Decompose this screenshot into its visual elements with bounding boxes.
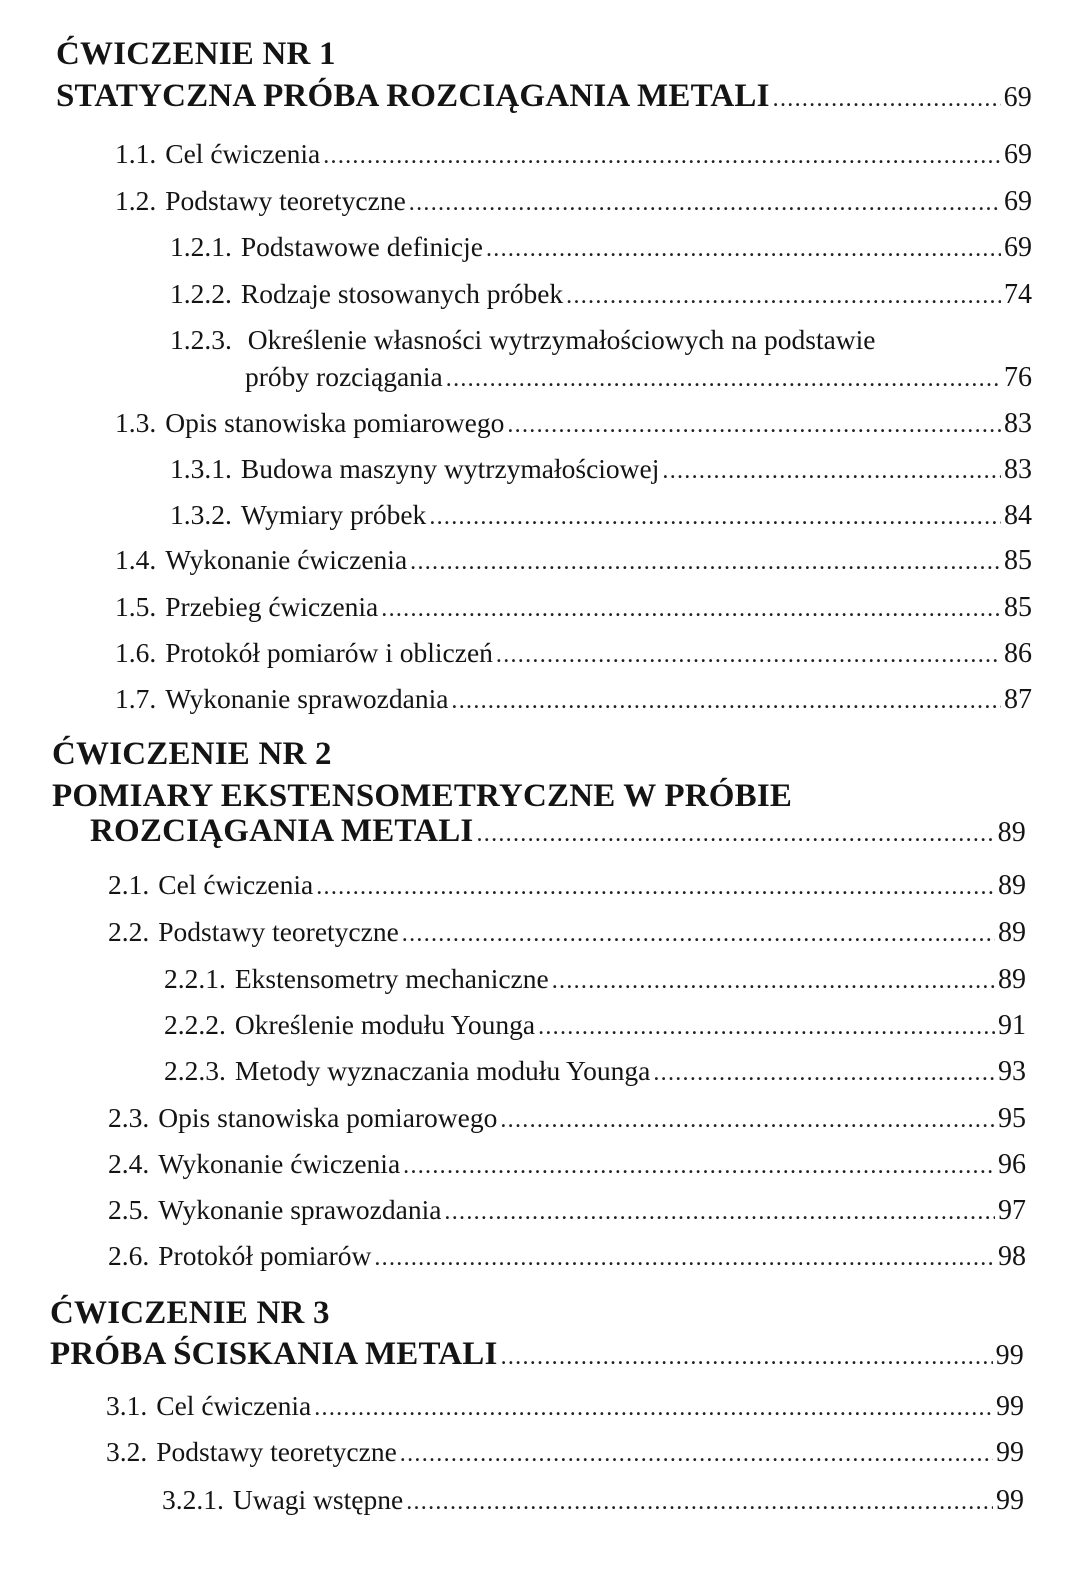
section-number: 1.2.3. [170,324,232,355]
dot-leader [400,1442,993,1466]
section-title: Podstawy teoretyczne [165,185,406,216]
section-number: 2.4. [108,1148,150,1179]
page-number: 69 [1004,232,1032,263]
dot-leader [538,1015,995,1039]
page-number: 85 [1004,545,1032,576]
toc-entry[interactable] [170,280,1032,309]
page-number: 83 [1004,454,1032,485]
section-number: 2.1. [108,869,150,900]
dot-leader [429,505,1001,529]
dot-leader [316,875,995,899]
page-number: 97 [998,1195,1026,1226]
page-number: 95 [998,1103,1026,1134]
dot-leader [451,689,1001,713]
section-number: 2.6. [108,1240,150,1271]
dot-leader [409,191,1001,215]
page-number: 99 [996,1485,1024,1516]
toc-entry[interactable] [108,1196,1026,1225]
dot-leader [486,237,1001,261]
toc-entry[interactable] [115,639,1032,668]
page-number: 69 [1004,186,1032,217]
page-number: 93 [998,1056,1026,1087]
dot-leader [403,1154,995,1178]
chapter-title: ROZCIĄGANIA METALI [90,813,474,849]
dot-leader [381,597,1001,621]
section-title: Określenie modułu Younga [234,1009,536,1040]
toc-entry[interactable] [108,1104,1026,1133]
section-title: Budowa maszyny wytrzymałościowej [240,453,660,484]
section-number: 3.1. [106,1390,148,1421]
section-number: 2.2.3. [164,1055,226,1086]
section-title: Rodzaje stosowanych próbek [240,278,564,309]
toc-entry[interactable] [162,1486,1024,1515]
section-title: Protokół pomiarów i obliczeń [165,637,493,668]
section-title-line2: próby rozciągania [245,361,443,392]
section-number: 2.2. [108,916,150,947]
section-title: Podstawy teoretyczne [156,1436,397,1467]
toc-entry[interactable] [108,1150,1026,1179]
toc-entry[interactable] [115,187,1032,216]
section-title: Przebieg ćwiczenia [165,591,379,622]
chapter-title-line[interactable] [50,1338,1024,1371]
section-title: Protokół pomiarów [158,1240,372,1271]
page-number: 91 [998,1010,1026,1041]
section-number: 1.4. [115,544,157,575]
section-title: Wykonanie sprawozdania [165,683,449,714]
section-number: 2.2.2. [164,1009,226,1040]
dot-leader [501,1345,993,1369]
section-number: 1.3.2. [170,499,232,530]
page-number: 99 [995,1340,1024,1371]
dot-leader [323,144,1001,168]
toc-entry[interactable] [164,965,1026,994]
section-number: 1.2.2. [170,278,232,309]
section-number: 1.1. [115,138,157,169]
chapter-title: PRÓBA ŚCISKANIA METALI [50,1336,498,1372]
toc-entry[interactable] [115,140,1032,169]
section-title: Cel ćwiczenia [158,869,314,900]
section-number: 2.2.1. [164,963,226,994]
dot-leader [444,1200,995,1224]
toc-entry[interactable] [106,1438,1024,1467]
section-title: Wykonanie ćwiczenia [158,1148,401,1179]
section-number: 3.2. [106,1436,148,1467]
page-number: 89 [998,870,1026,901]
dot-leader [402,922,995,946]
section-title: Podstawy teoretyczne [158,916,399,947]
section-title-line1: Określenie własności wytrzymałościowych na podstawie [247,324,876,355]
section-title: Ekstensometry mechaniczne [234,963,549,994]
page-number: 99 [996,1437,1024,1468]
page-number: 99 [996,1391,1024,1422]
toc-entry[interactable] [108,871,1026,900]
section-number: 2.3. [108,1102,150,1133]
section-number: 1.3.1. [170,453,232,484]
section-title: Opis stanowiska pomiarowego [158,1102,498,1133]
chapter-heading: ĆWICZENIE NR 1 [56,36,336,72]
toc-entry-first-line[interactable] [170,326,876,354]
section-number: 1.6. [115,637,157,668]
section-number: 2.5. [108,1194,150,1225]
dot-leader [500,1108,995,1132]
page-number: 89 [998,964,1026,995]
section-title: Cel ćwiczenia [165,138,321,169]
section-title: Wykonanie sprawozdania [158,1194,442,1225]
section-number: 1.5. [115,591,157,622]
section-title: Podstawowe definicje [240,231,483,262]
page-number: 83 [1004,408,1032,439]
toc-entry[interactable] [115,409,1032,438]
page-number: 96 [998,1149,1026,1180]
page-number: 86 [1004,638,1032,669]
dot-leader [653,1061,995,1085]
toc-entry[interactable] [164,1011,1026,1040]
dot-leader [410,550,1001,574]
toc-entry[interactable] [170,233,1032,262]
section-number: 3.2.1. [162,1484,224,1515]
section-title: Metody wyznaczania modułu Younga [234,1055,651,1086]
page-number: 74 [1004,279,1032,310]
dot-leader [566,284,1001,308]
page-number: 84 [1004,500,1032,531]
toc-entry[interactable] [115,685,1032,714]
section-title: Wykonanie ćwiczenia [165,544,408,575]
chapter-title-line[interactable] [56,80,1032,113]
chapter-heading: ĆWICZENIE NR 3 [50,1295,330,1331]
dot-leader [446,367,1001,391]
dot-leader [314,1396,993,1420]
dot-leader [406,1490,993,1514]
dot-leader [476,822,994,846]
section-number: 1.2.1. [170,231,232,262]
page-number: 98 [998,1241,1026,1272]
dot-leader [496,643,1001,667]
toc-entry[interactable] [106,1392,1024,1421]
toc-entry[interactable] [170,455,1032,484]
page-number: 69 [1003,82,1032,113]
dot-leader [552,969,995,993]
toc-entry[interactable] [170,501,1032,530]
section-title: Opis stanowiska pomiarowego [165,407,505,438]
page-number: 89 [997,817,1026,848]
section-title: Uwagi wstępne [232,1484,404,1515]
section-title: Wymiary próbek [240,499,427,530]
toc-entry[interactable] [108,918,1026,947]
chapter-title: STATYCZNA PRÓBA ROZCIĄGANIA METALI [56,78,770,114]
dot-leader [374,1246,995,1270]
toc-entry[interactable] [115,546,1032,575]
dot-leader [773,87,1001,111]
section-number: 1.7. [115,683,157,714]
section-number: 1.2. [115,185,157,216]
page-number: 76 [1004,362,1032,393]
page-number: 85 [1004,592,1032,623]
section-title: Cel ćwiczenia [156,1390,312,1421]
chapter-title-line1: POMIARY EKSTENSOMETRYCZNE W PRÓBIE [52,778,793,814]
page-number: 89 [998,917,1026,948]
chapter-title-line[interactable] [90,815,1026,848]
toc-entry[interactable] [164,1057,1026,1086]
chapter-heading: ĆWICZENIE NR 2 [52,736,332,772]
dot-leader [507,413,1001,437]
page-number: 69 [1004,139,1032,170]
section-number: 1.3. [115,407,157,438]
dot-leader [662,459,1001,483]
toc-entry-continuation[interactable] [245,363,1032,392]
page-number: 87 [1004,684,1032,715]
toc-entry[interactable] [115,593,1032,622]
toc-entry[interactable] [108,1242,1026,1271]
